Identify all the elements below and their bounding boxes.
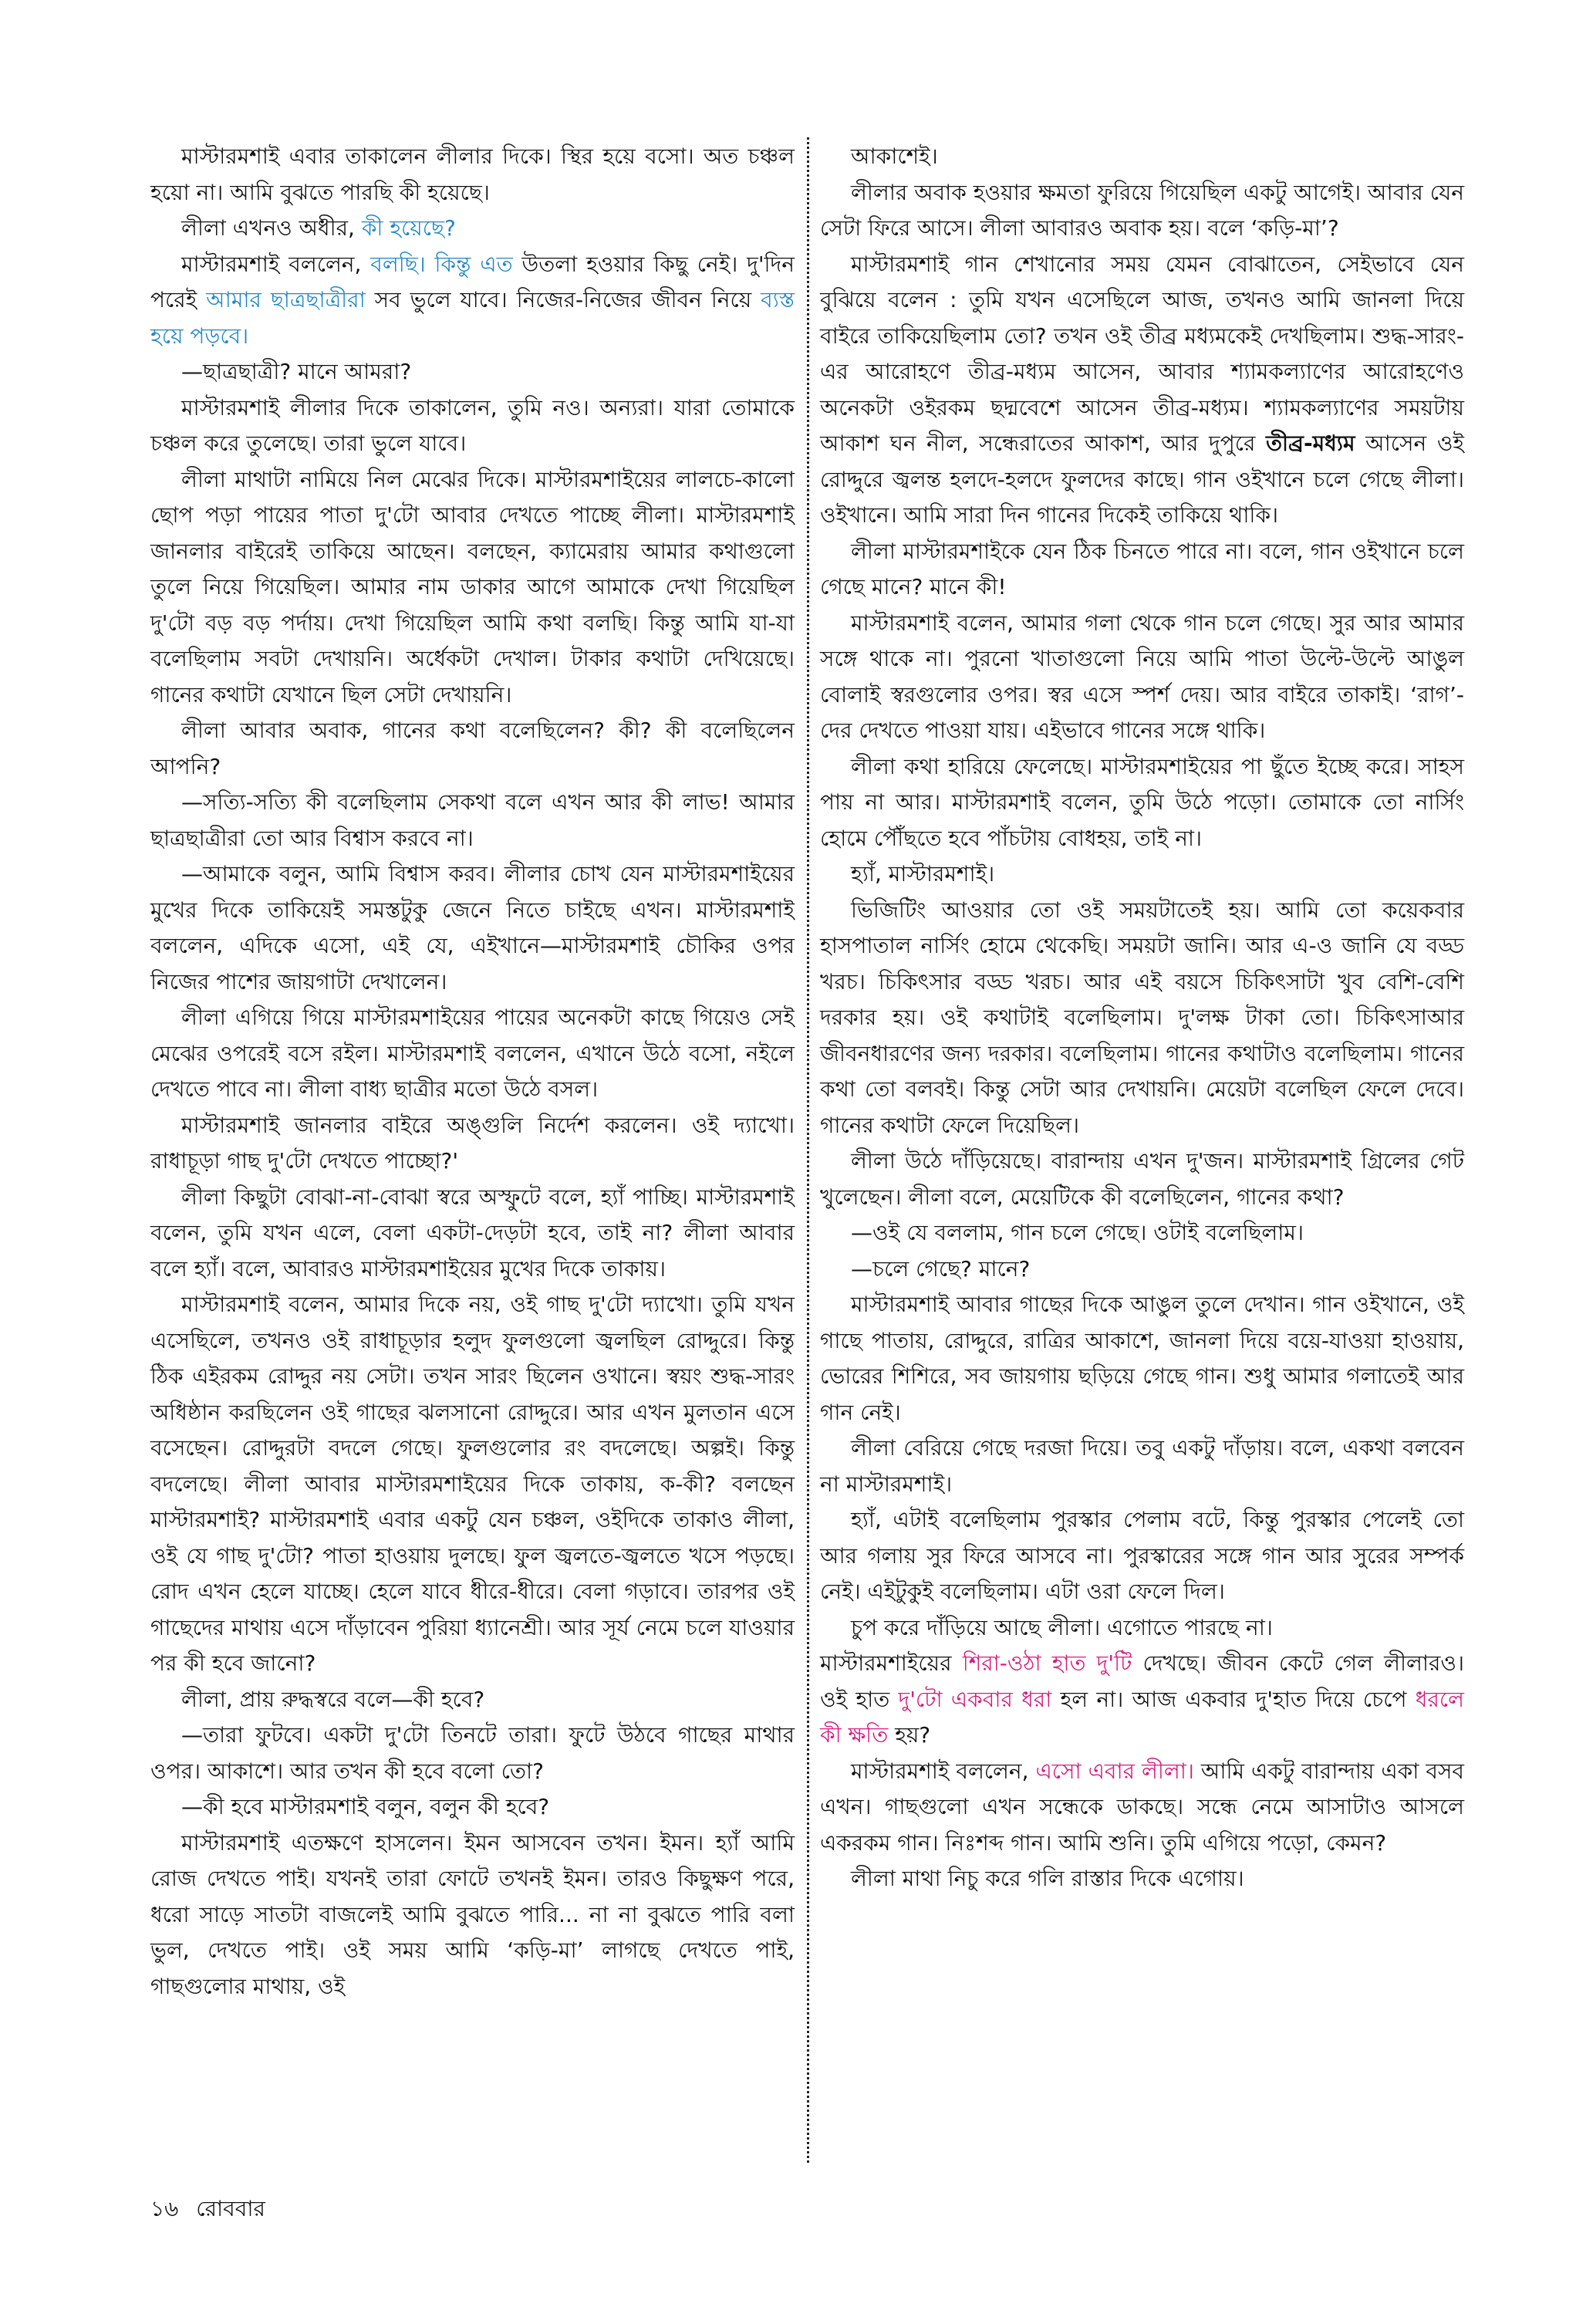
paragraph: —চলে গেছে? মানে? (851, 1255, 1031, 1282)
paragraph: লীলা মাথাটা নামিয়ে নিল মেঝের দিকে। মাস্টারমশাইয়ের লালচে-কালো ছোপ পড়া পায়ের পাতা দু'টো আবার দেখতে পাচ্ছে লীলা। মাস্টারমশাই জানলার বাইরেই তাকিয়ে আছেন। বলছেন, ক্যামেরায় আমার কথাগুলো তুলে নিয়ে গিয়েছিল। আমার নাম ডাকার আগে আমাকে দেখা গিয়েছিল দু'টো বড় বড় পর্দায়। দেখা গিয়েছিল আমি কথা বলছি। কিন্তু আমি যা-যা বলেছিলাম সবটা দেখায়নি। অর্ধেকটা দেখাল। টাকার কথাটা দেখিয়েছে। গানের কথাটা যেখানে ছিল সেটা দেখায়নি। (150, 466, 795, 708)
highlighted-text: দু'টো একবার ধরা (898, 1686, 1052, 1712)
paragraph: লীলা, প্রায় রুদ্ধস্বরে বলে—কী হবে? (181, 1686, 485, 1712)
highlighted-text: ব্যস্ত হয়ে পড়বে। (150, 287, 795, 349)
paragraph: মাস্টারমশাই গান শেখানোর সময় যেমন বোঝাতেন, সেইভাবে যেন বুঝিয়ে বলেন : তুমি যখন এসেছিলে আজ, তখনও আমি জানলা দিয়ে বাইরে তাকিয়েছিলাম তো? তখন ওই তীব্র মধ্যমকেই দেখছিলাম। শুদ্ধ-সারং-এর আরোহণে তীব্র-মধ্যম আসেন, আবার শ্যামকল্যাণের আরোহণেও অনেকটা ওইরকম ছদ্মবেশে আসেন তীব্র-মধ্যম। শ্যামকল্যাণের সময়টায় আকাশ ঘন নীল, সন্ধেরাতের আকাশ, আর দুপুরে তীব্র-মধ্যম আসেন ওই রোদ্দুরে জ্বলন্ত হলদে-হলদে ফুলদের কাছে। গান ওইখানে চলে গেছে লীলা। ওইখানে। আমি সারা দিন গানের দিকেই তাকিয়ে থাকি। (820, 251, 1464, 528)
paragraph: লীলা উঠে দাঁড়িয়েছে। বারান্দায় এখন দু'জন। মাস্টারমশাই গ্রিলের গেট খুলেছেন। লীলা বলে, মেয়েটিকে কী বলেছিলেন, গানের কথা? (820, 1148, 1464, 1210)
bold-text: তীব্র-মধ্যম (1266, 431, 1355, 456)
paragraph: লীলা এগিয়ে গিয়ে মাস্টারমশাইয়ের পায়ের অনেকটা কাছে গিয়েও সেই মেঝের ওপরেই বসে রইল। মাস্টারমশাই বললেন, এখানে উঠে বসো, নইলে দেখতে পাবে না। লীলা বাধ্য ছাত্রীর মতো উঠে বসল। (150, 1005, 795, 1102)
paragraph: মাস্টারমশাই বললেন, বলছি। কিন্তু এত উতলা হওয়ার কিছু নেই। দু'দিন পরেই আমার ছাত্রছাত্রীরা সব ভুলে যাবে। নিজের-নিজের জীবন নিয়ে ব্যস্ত হয়ে পড়বে। (150, 251, 795, 349)
paragraph: মাস্টারমশাই এতক্ষণে হাসলেন। ইমন আসবেন তখন। ইমন। হ্যাঁ আমি রোজ দেখতে পাই। যখনই তারা ফোটে তখনই ইমন। তারও কিছুক্ষণ পরে, ধরো সাড়ে সাতটা বাজলেই আমি বুঝতে পারি... না না বুঝতে পারি বলা ভুল, দেখতে পাই। ওই সময় আমি ‘কড়ি-মা’ লাগছে দেখতে পাই, গাছগুলোর মাথায়, ওই (150, 1829, 795, 1999)
paragraph: লীলা বেরিয়ে গেছে দরজা দিয়ে। তবু একটু দাঁড়ায়। বলে, একথা বলবেন না মাস্টারমশাই। (820, 1435, 1464, 1497)
magazine-name: রোববার (196, 2196, 265, 2221)
paragraph: চুপ করে দাঁড়িয়ে আছে লীলা। এগোতে পারছে না। (851, 1614, 1273, 1640)
paragraph: লীলার অবাক হওয়ার ক্ষমতা ফুরিয়ে গিয়েছিল একটু আগেই। আবার যেন সেটা ফিরে আসে। লীলা আবারও অবাক হয়। বলে ‘কড়ি-মা’? (820, 179, 1464, 241)
page-footer (150, 2195, 276, 2223)
paragraph: আকাশেই। (851, 144, 938, 169)
paragraph: হ্যাঁ, এটাই বলেছিলাম পুরস্কার পেলাম বটে, কিন্তু পুরস্কার পেলেই তো আর গলায় সুর ফিরে আসবে না। পুরস্কারের সঙ্গে গান আর সুরের সম্পর্ক নেই। এইটুকুই বলেছিলাম। এটা ওরা ফেলে দিল। (820, 1507, 1464, 1604)
paragraph: মাস্টারমশাই বলেন, আমার দিকে নয়, ওই গাছ দু'টো দ্যাখো। তুমি যখন এসেছিলে, তখনও ওই রাধাচূড়ার হলুদ ফুলগুলো জ্বলছিল রোদ্দুরে। কিন্তু ঠিক এইরকম রোদ্দুর নয় সেটা। তখন সারং ছিলেন ওখানে। স্বয়ং শুদ্ধ-সারং অধিষ্ঠান করছিলেন ওই গাছের ঝলসানো রোদ্দুরে। আর এখন মুলতান এসে বসেছেন। রোদ্দুরটা বদলে গেছে। ফুলগুলোর রং বদলেছে। অল্পই। কিন্তু বদলেছে। লীলা আবার মাস্টারমশাইয়ের দিকে তাকায়, ক-কী? বলছেন মাস্টারমশাই? মাস্টারমশাই এবার একটু যেন চঞ্চল, ওইদিকে তাকাও লীলা, ওই যে গাছ দু'টো? পাতা হাওয়ায় দুলছে। ফুল জ্বলতে-জ্বলতে খসে পড়ছে। রোদ এখন হেলে যাচ্ছে। হেলে যাবে ধীরে-ধীরে। বেলা গড়াবে। তারপর ওই গাছেদের মাথায় এসে দাঁড়াবেন পুরিয়া ধ্যানেশ্রী। আর সূর্য নেমে চলে যাওয়ার পর কী হবে জানো? (150, 1292, 795, 1676)
paragraph: —কী হবে মাস্টারমশাই বলুন, বলুন কী হবে? (181, 1794, 550, 1819)
paragraph: মাস্টারমশাই এবার তাকালেন লীলার দিকে। স্থির হয়ে বসো। অত চঞ্চল হয়ো না। আমি বুঝতে পারছি কী হয়েছে। (150, 144, 795, 205)
right-column (820, 139, 1464, 1897)
paragraph: —তারা ফুটবে। একটা দু'টো তিনটে তারা। ফুটে উঠবে গাছের মাথার ওপর। আকাশে। আর তখন কী হবে বলো তো? (150, 1722, 795, 1784)
paragraph: —আমাকে বলুন, আমি বিশ্বাস করব। লীলার চোখ যেন মাস্টারমশাইয়ের মুখের দিকে তাকিয়েই সমস্তটুকু জেনে নিতে চাইছে এখন। মাস্টারমশাই বললেন, এদিকে এসো, এই যে, এইখানে—মাস্টারমশাই চৌকির ওপর নিজের পাশের জায়গাটা দেখালেন। (150, 861, 795, 995)
highlighted-text: বলছি। কিন্তু এত (370, 251, 513, 277)
highlighted-text: আমার ছাত্রছাত্রীরা (206, 287, 366, 312)
paragraph: লীলা মাস্টারমশাইকে যেন ঠিক চিনতে পারে না। বলে, গান ওইখানে চলে গেছে মানে? মানে কী! (820, 538, 1464, 600)
paragraph: লীলা কিছুটা বোঝা-না-বোঝা স্বরে অস্ফুটে বলে, হ্যাঁ পাচ্ছি। মাস্টারমশাই বলেন, তুমি যখন এলে, বেলা একটা-দেড়টা হবে, তাই না? লীলা আবার বলে হ্যাঁ। বলে, আবারও মাস্টারমশাইয়ের মুখের দিকে তাকায়। (150, 1184, 795, 1282)
highlighted-text: ধরলে কী ক্ষতি (820, 1686, 1464, 1748)
paragraph: লীলা আবার অবাক, গানের কথা বলেছিলেন? কী? কী বলেছিলেন আপনি? (150, 718, 795, 779)
paragraph: মাস্টারমশাই বলেন, আমার গলা থেকে গান চলে গেছে। সুর আর আমার সঙ্গে থাকে না। পুরনো খাতাগুলো নিয়ে আমি পাতা উল্টে-উল্টে আঙুল বোলাই স্বরগুলোর ওপর। স্বর এসে স্পর্শ দেয়। আর বাইরে তাকাই। ‘রাগ’-দের দেখতে পাওয়া যায়। এইভাবে গানের সঙ্গে থাকি। (820, 610, 1464, 743)
paragraph: মাস্টারমশাই জানলার বাইরে অঙ্গুলি নির্দেশ করলেন। ওই দ্যাখো। রাধাচূড়া গাছ দু'টো দেখতে পাচ্ছো?' (150, 1112, 795, 1174)
highlighted-text: এসো এবার লীলা। (1035, 1758, 1194, 1784)
highlighted-text: কী হয়েছে? (361, 215, 456, 241)
highlighted-text: শিরা-ওঠা হাত দু'টি (962, 1650, 1132, 1676)
paragraph: লীলা কথা হারিয়ে ফেলেছে। মাস্টারমশাইয়ের পা ছুঁতে ইচ্ছে করে। সাহস পায় না আর। মাস্টারমশাই বলেন, তুমি উঠে পড়ো। তোমাকে তো নার্সিং হোমে পৌঁছতে হবে পাঁচটায় বোধহয়, তাই না। (820, 753, 1464, 851)
paragraph: —ছাত্রছাত্রী? মানে আমরা? (181, 359, 412, 384)
paragraph: ভিজিটিং আওয়ার তো ওই সময়টাতেই হয়। আমি তো কয়েকবার হাসপাতাল নার্সিং হোমে থেকেছি। সময়টা জানি। আর এ-ও জানি যে বড্ড খরচ। চিকিৎসার বড্ড খরচ। আর এই বয়সে চিকিৎসাটা খুব বেশি-বেশি দরকার হয়। ওই কথাটাই বলেছিলাম। দু'লক্ষ টাকা তো। চিকিৎসাআর জীবনধারণের জন্য দরকার। বলেছিলাম। গানের কথাটাও বলেছিলাম। গানের কথা তো বলবই। কিন্তু সেটা আর দেখায়নি। মেয়েটা বলেছিল ফেলে দেবে। গানের কথাটা ফেলে দিয়েছিল। (820, 897, 1464, 1138)
column-divider (807, 137, 809, 2163)
page-number: ১৬ (150, 2196, 179, 2221)
paragraph: লীলা মাথা নিচু করে গলি রাস্তার দিকে এগোয়। (851, 1866, 1244, 1891)
paragraph: —ওই যে বললাম, গান চলে গেছে। ওটাই বলেছিলাম। (851, 1220, 1304, 1245)
paragraph: মাস্টারমশাই লীলার দিকে তাকালেন, তুমি নও। অন্যরা। যারা তোমাকে চঞ্চল করে তুলেছে। তারা ভুলে যাবে। (150, 394, 795, 456)
paragraph: লীলা এখনও অধীর, কী হয়েছে? (181, 215, 456, 241)
paragraph: —সত্যি-সত্যি কী বলেছিলাম সেকথা বলে এখন আর কী লাভ! আমার ছাত্রছাত্রীরা তো আর বিশ্বাস করবে না। (150, 789, 795, 851)
paragraph: মাস্টারমশাই আবার গাছের দিকে আঙুল তুলে দেখান। গান ওইখানে, ওই গাছে পাতায়, রোদ্দুরে, রাত্রির আকাশে, জানলা দিয়ে বয়ে-যাওয়া হাওয়ায়, ভোরের শিশিরে, সব জায়গায় ছড়িয়ে গেছে গান। শুধু আমার গলাতেই আর গান নেই। (820, 1292, 1464, 1425)
left-column (150, 139, 795, 2005)
paragraph: মাস্টারমশাই বললেন, এসো এবার লীলা। আমি একটু বারান্দায় একা বসব এখন। গাছগুলো এখন সন্ধেকে ডাকছে। সন্ধে নেমে আসাটাও আসলে একরকম গান। নিঃশব্দ গান। আমি শুনি। তুমি এগিয়ে পড়ো, কেমন? (820, 1758, 1464, 1856)
paragraph: মাস্টারমশাইয়ের শিরা-ওঠা হাত দু'টি দেখছে। জীবন কেটে গেল লীলারও। ওই হাত দু'টো একবার ধরা হল না। আজ একবার দু'হাত দিয়ে চেপে ধরলে কী ক্ষতি হয়? (820, 1650, 1464, 1748)
paragraph: হ্যাঁ, মাস্টারমশাই। (851, 861, 995, 887)
